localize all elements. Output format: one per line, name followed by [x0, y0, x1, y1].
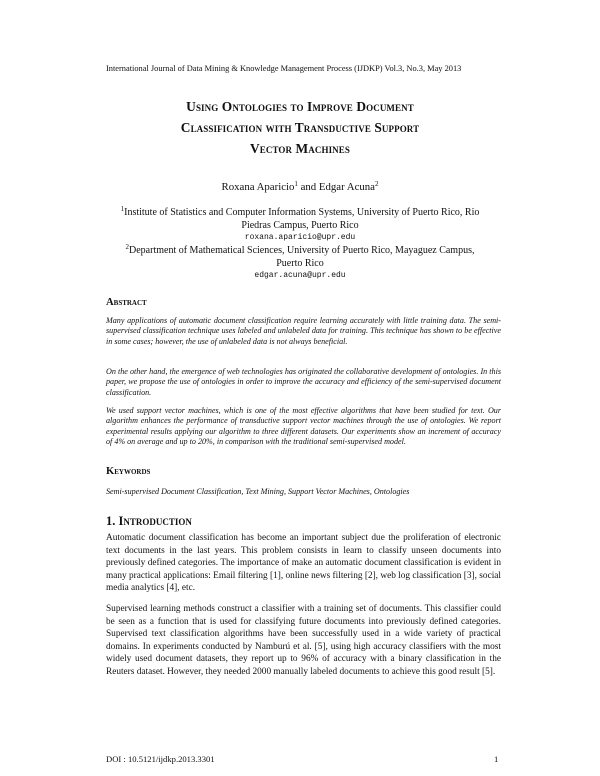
- title-line: Using Ontologies to Improve Document: [186, 99, 414, 114]
- affiliation-line: Puerto Rico: [276, 257, 324, 269]
- title-line: Classification with Transductive Support: [180, 120, 420, 135]
- author-affiliation-marker: 2: [374, 180, 379, 188]
- affiliation-marker: 2: [125, 243, 130, 251]
- author-email[interactable]: roxana.aparicio@upr.edu: [244, 233, 356, 242]
- author-name: Edgar Acuna: [318, 181, 375, 193]
- abstract-heading: Abstract: [106, 297, 147, 308]
- running-head: International Journal of Data Mining & Knowledge Management Process (IJDKP) Vol.3, No.3, May 2013: [106, 64, 462, 73]
- page-number: 1: [494, 754, 499, 764]
- abstract-paragraph: On the other hand, the emergence of web technologies has originated the collaborative development of ontologies. In this paper, we propose the use of ontologies in order to improve the accuracy and efficiency of the semi-supervised document classification.: [106, 367, 501, 397]
- author-conjunction: and: [297, 181, 319, 193]
- introduction-heading: 1. Introduction: [106, 514, 192, 528]
- paper-title: [100, 96, 500, 159]
- abstract-paragraph: Many applications of automatic document classification require learning accurately with little training data. The semi-supervised classification technique uses labeled and unlabeled data for training. This technique has shown to be effective in some cases; however, the use of unlabeled data is not always beneficial.: [106, 316, 501, 346]
- abstract-paragraph: We used support vector machines, which is one of the most effective algorithms that have been studied for text. Our algorithm enhances the performance of transductive support vector machines through the use of ontologies. We report experimental results applying our algorithm to three different datasets. Our experiments show an increment of accuracy of 4% on average and up to 20%, in comparison with the traditional semi-supervised model.: [106, 406, 501, 447]
- affiliation: [96, 207, 504, 243]
- author-email[interactable]: edgar.acuna@upr.edu: [254, 271, 346, 280]
- keywords-text: Semi-supervised Document Classification, Text Mining, Support Vector Machines, Ontologies: [106, 487, 410, 496]
- keywords-heading: Keywords: [106, 466, 151, 477]
- affiliation-line: Piedras Campus, Puerto Rico: [241, 219, 359, 231]
- affiliation-line: [96, 207, 504, 220]
- affiliation-marker: 1: [120, 205, 125, 213]
- body-paragraph: Automatic document classification has become an important subject due the proliferation of electronic text documents in the last years. This problem consists in learn to classify unseen documents into previously defined categories. The importance of make an automatic document classification is evident in many practical applications: Email filtering [1], online news filtering [2], web log classification [3], social media analytics [4], etc.: [106, 533, 501, 594]
- author-name: Roxana Aparicio: [221, 181, 295, 193]
- affiliation-text: Institute of Statistics and Computer Information Systems, University of Puerto Rico, Rio: [124, 207, 480, 218]
- affiliation-line: [96, 245, 504, 258]
- author-affiliation-marker: 1: [294, 180, 298, 188]
- body-paragraph: Supervised learning methods construct a classifier with a training set of documents. This classifier could be seen as a function that is used for classifying future documents into previously defined categories. Supervised text classification algorithms have been successfully used in a wide variety of practical domains. In experiments conducted by Namburú et al. [5], using high accuracy classifiers with the most widely used document datasets, they report up to 96% of accuracy with a binary classification in the Reuters dataset. However, they needed 2000 manually labeled documents to achieve this good result [5].: [106, 604, 501, 677]
- footer-doi: DOI : 10.5121/ijdkp.2013.3301: [106, 754, 215, 764]
- affiliation: [96, 245, 504, 281]
- affiliation-text: Department of Mathematical Sciences, University of Puerto Rico, Mayaguez Campus,: [129, 245, 475, 256]
- title-line: Vector Machines: [249, 141, 350, 156]
- author-list: [100, 181, 500, 193]
